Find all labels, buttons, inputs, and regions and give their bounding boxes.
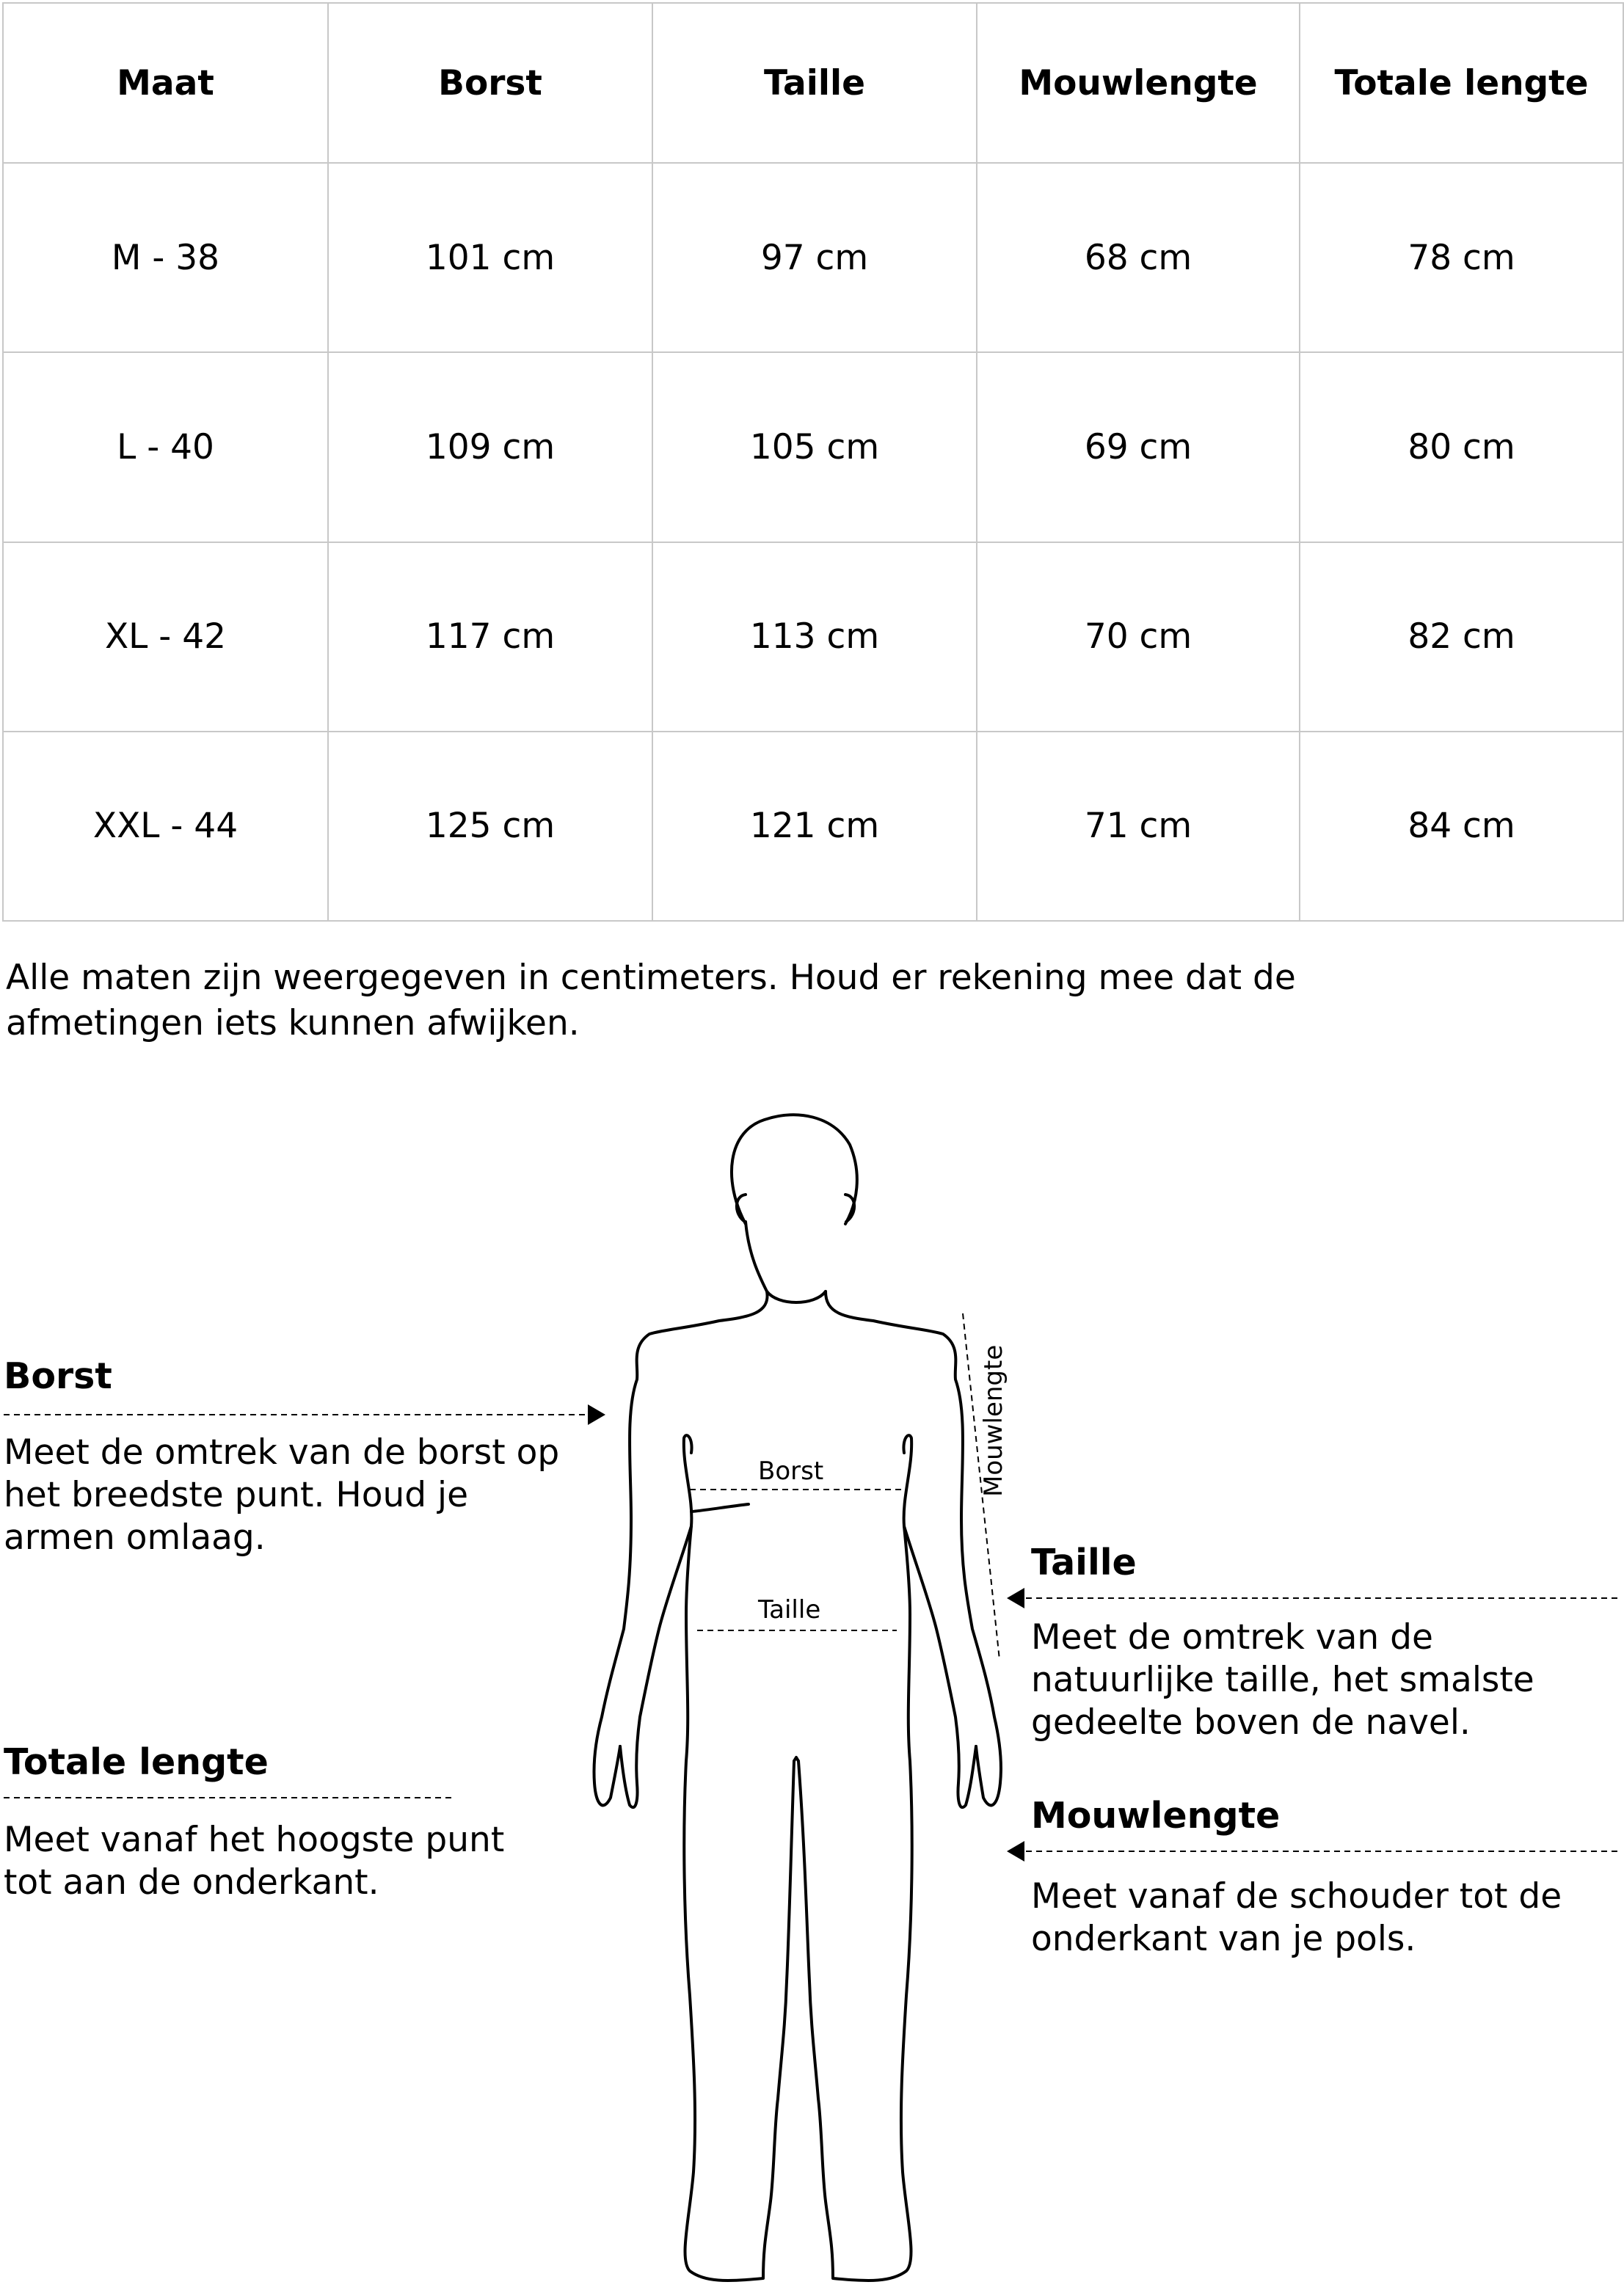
- table-cell: L - 40: [3, 352, 328, 542]
- table-cell: 105 cm: [652, 352, 977, 542]
- section-title-totale-lengte: Totale lengte: [4, 1741, 269, 1783]
- table-cell: XXL - 44: [3, 732, 328, 921]
- table-cell: 69 cm: [977, 352, 1300, 542]
- section-text-mouwlengte: Meet vanaf de schouder tot de onderkant van je pols.: [1031, 1876, 1562, 1959]
- table-cell: M - 38: [3, 163, 328, 352]
- table-cell: 80 cm: [1300, 352, 1623, 542]
- table-cell: 113 cm: [652, 542, 977, 732]
- section-title-taille: Taille: [1031, 1542, 1137, 1583]
- taille-arrow-icon: [1007, 1588, 1024, 1608]
- column-header-taille: Taille: [652, 3, 977, 163]
- table-cell: 117 cm: [328, 542, 652, 732]
- column-header-totale-lengte: Totale lengte: [1300, 3, 1623, 163]
- section-title-mouwlengte: Mouwlengte: [1031, 1795, 1281, 1837]
- table-cell: 70 cm: [977, 542, 1300, 732]
- table-cell: 71 cm: [977, 732, 1300, 921]
- table-cell: 101 cm: [328, 163, 652, 352]
- figure-label-taille: Taille: [758, 1595, 821, 1625]
- table-cell: 78 cm: [1300, 163, 1623, 352]
- measurement-note: Alle maten zijn weergegeven in centimeters. Houd er rekening mee dat de afmetingen iets kunnen afwijken.: [6, 958, 1296, 1043]
- section-text-taille: Meet de omtrek van de natuurlijke taille, het smalste gedeelte boven de navel.: [1031, 1617, 1534, 1743]
- table-cell: XL - 42: [3, 542, 328, 732]
- table-cell: 84 cm: [1300, 732, 1623, 921]
- borst-arrow-icon: [588, 1404, 605, 1425]
- mouwlengte-arrow-icon: [1007, 1841, 1024, 1862]
- table-cell: 82 cm: [1300, 542, 1623, 732]
- table-cell: 121 cm: [652, 732, 977, 921]
- section-text-totale-lengte: Meet vanaf het hoogste punt tot aan de onderkant.: [4, 1820, 505, 1903]
- section-title-borst: Borst: [4, 1355, 112, 1397]
- body-outline: [594, 1115, 1001, 2281]
- table-cell: 125 cm: [328, 732, 652, 921]
- column-header-maat: Maat: [3, 3, 328, 163]
- column-header-borst: Borst: [328, 3, 652, 163]
- table-cell: 68 cm: [977, 163, 1300, 352]
- table-cell: 109 cm: [328, 352, 652, 542]
- table-cell: 97 cm: [652, 163, 977, 352]
- figure-label-mouwlengte: Mouwlengte: [979, 1344, 1008, 1497]
- section-text-borst: Meet de omtrek van de borst op het breedste punt. Houd je armen omlaag.: [4, 1432, 560, 1558]
- figure-label-borst: Borst: [758, 1457, 824, 1486]
- column-header-mouwlengte: Mouwlengte: [977, 3, 1300, 163]
